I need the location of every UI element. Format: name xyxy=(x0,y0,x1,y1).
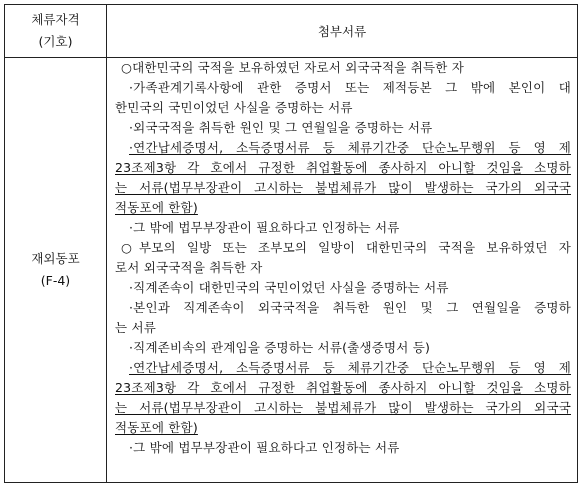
list-item-continuation-underlined: 는 서류(법무부장관이 고시하는 불법체류가 많이 발생하는 국가의 외국국 xyxy=(115,400,571,415)
list-item-continuation-underlined: 는 서류(법무부장관이 고시하는 불법체류가 많이 발생하는 국가의 외국국 xyxy=(115,180,571,195)
table-row xyxy=(5,58,578,483)
list-item-underlined: ·연간납세증명서, 소득증명서류 등 체류기간중 단순노무행위 등 영 제 xyxy=(129,140,571,155)
header-qualification-code-label: (기호) xyxy=(38,34,73,49)
list-item-continuation: 한민국의 국민이었던 사실을 증명하는 서류 xyxy=(115,100,353,115)
category-heading-continuation: 로서 외국국적을 취득한 자 xyxy=(115,260,263,275)
header-documents-cell xyxy=(107,5,578,58)
list-item-underlined: ·연간납세증명서, 소득증명서류 등 체류기간중 단순노무행위 등 영 제 xyxy=(129,360,571,375)
list-item: ·그 밖에 법무부장관이 필요하다고 인정하는 서류 xyxy=(129,220,400,235)
list-item: ·외국국적을 취득한 원인 및 그 연월일을 증명하는 서류 xyxy=(129,120,433,135)
list-item: ·직계존속이 대한민국의 국민이었던 사실을 증명하는 서류 xyxy=(129,280,449,295)
list-item: ·그 밖에 법무부장관이 필요하다고 인정하는 서류 xyxy=(129,440,400,455)
category-heading-former-nationals: ○대한민국의 국적을 보유하였던 자로서 외국국적을 취득한 자 xyxy=(121,60,465,75)
list-item-continuation-underlined: 적동포에 한함) xyxy=(115,420,198,435)
qualification-code: (F-4) xyxy=(40,273,71,288)
list-item: ·직계존비속의 관계임을 증명하는 서류(출생증명서 등) xyxy=(129,340,431,355)
header-row xyxy=(5,5,578,58)
list-item-continuation-underlined: 23조제3항 각 호에서 규정한 취업활동에 종사하지 아니할 것임을 소명하 xyxy=(115,160,571,175)
qualification-name: 재외동포 xyxy=(31,251,80,266)
qualification-cell xyxy=(5,58,107,483)
documents-cell xyxy=(107,58,578,483)
header-documents-label: 첨부서류 xyxy=(317,24,367,39)
list-item-continuation-underlined: 23조제3항 각 호에서 규정한 취업활동에 종사하지 아니할 것임을 소명하 xyxy=(115,380,571,395)
attachment-documents-table xyxy=(4,4,578,483)
list-item: ·본인과 직계존속이 외국국적을 취득한 원인 및 그 연월일을 증명하 xyxy=(129,300,571,315)
list-item-continuation-underlined: 적동포에 한함) xyxy=(115,200,198,215)
list-item: ·가족관계기록사항에 관한 증명서 또는 제적등본 그 밖에 본인이 대 xyxy=(129,80,571,95)
list-item-continuation: 는 서류 xyxy=(115,320,156,335)
header-qualification-label: 체류자격 xyxy=(31,12,80,27)
category-heading-descendants: ○부모의 일방 또는 조부모의 일방이 대한민국의 국적을 보유하였던 자 xyxy=(121,240,571,255)
header-qualification-cell xyxy=(5,5,107,58)
